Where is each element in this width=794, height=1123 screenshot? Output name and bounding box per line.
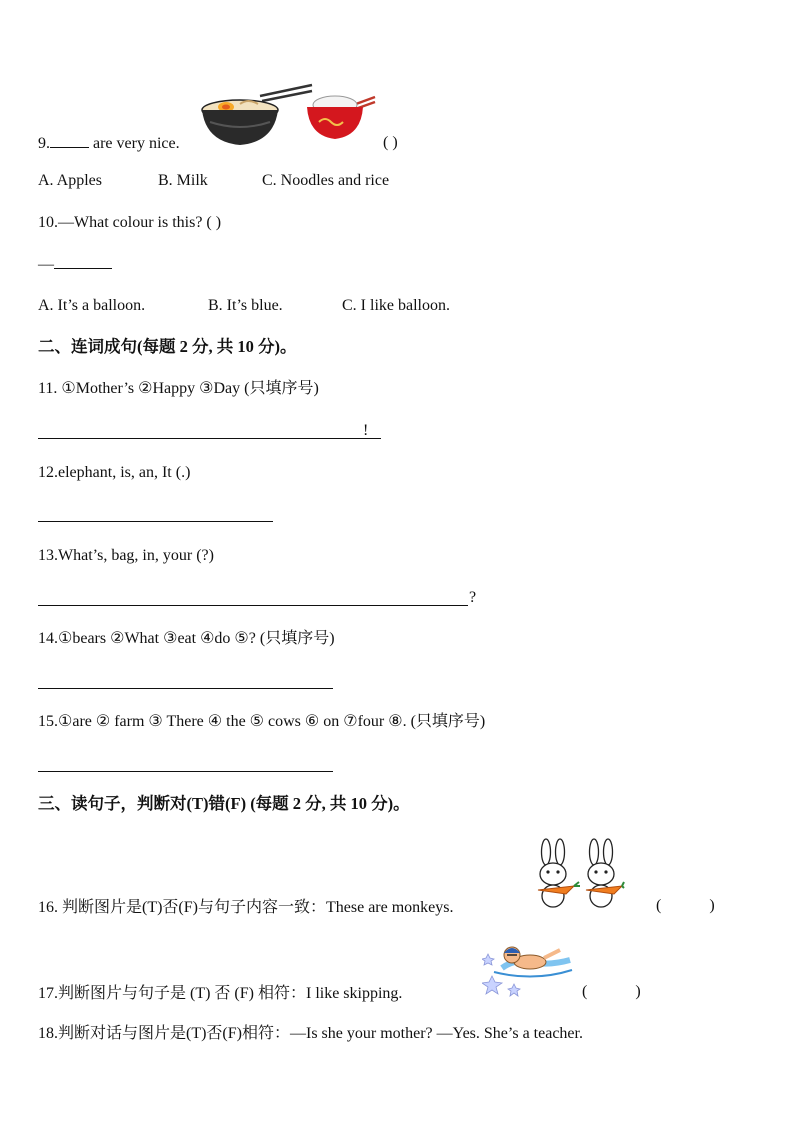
q10-blank[interactable]	[54, 254, 112, 269]
noodle-bowl-icon	[200, 82, 315, 150]
q14-answer-line[interactable]	[38, 688, 333, 689]
q10-question: 10.—What colour is this? ( )	[38, 214, 222, 231]
q17-answer-paren[interactable]: ( )	[582, 983, 641, 1000]
rabbit-icon	[530, 838, 626, 910]
q9-option-a: A. Apples	[38, 172, 102, 189]
q10-answer-line	[38, 254, 112, 275]
rice-bowl-icon	[305, 92, 377, 142]
q16-question: 16. 判断图片是(T)否(F)与句子内容一致：These are monkeys.	[38, 899, 454, 916]
q16-answer-paren[interactable]: ( )	[656, 897, 715, 914]
q11-answer-line[interactable]	[38, 438, 381, 439]
q13-end-mark: ?	[469, 589, 477, 606]
q18-question: 18.判断对话与图片是(T)否(F)相符：—Is she your mother? —Yes. She’s a teacher.	[38, 1025, 583, 1042]
q11-end-mark: !	[363, 422, 369, 439]
q9-text: are very nice.	[89, 135, 180, 152]
q13-answer-line[interactable]	[38, 605, 468, 606]
q12-answer-line[interactable]	[38, 521, 273, 522]
q10-option-a: A. It’s a balloon.	[38, 297, 146, 314]
q15-answer-line[interactable]	[38, 771, 333, 772]
q9-answer-paren[interactable]: ( )	[383, 134, 398, 151]
q10-dash: —	[38, 256, 54, 273]
section2-title: 二、连词成句(每题 2 分, 共 10 分)。	[38, 337, 297, 356]
q11-question: 11. ①Mother’s ②Happy ③Day (只填序号)	[38, 380, 319, 397]
q17-question: 17.判断图片与句子是 (T) 否 (F) 相符：I like skipping.	[38, 985, 403, 1002]
q9-option-b: B. Milk	[158, 172, 208, 189]
q9-blank[interactable]	[50, 133, 89, 148]
q13-question: 13.What’s, bag, in, your (?)	[38, 547, 214, 564]
q10-option-c: C. I like balloon.	[342, 297, 450, 314]
q14-question: 14.①bears ②What ③eat ④do ⑤? (只填序号)	[38, 630, 335, 647]
swimmer-icon	[482, 938, 574, 998]
q12-question: 12.elephant, is, an, It (.)	[38, 464, 191, 481]
q15-question: 15.①are ② farm ③ There ④ the ⑤ cows ⑥ on ⑦four ⑧. (只填序号)	[38, 713, 486, 730]
section3-title: 三、读句子，判断对(T)错(F) (每题 2 分, 共 10 分)。	[38, 794, 410, 813]
q9-number: 9.	[38, 135, 50, 152]
q9-option-c: C. Noodles and rice	[262, 172, 390, 189]
q9-line	[38, 133, 180, 154]
q10-option-b: B. It’s blue.	[208, 297, 283, 314]
